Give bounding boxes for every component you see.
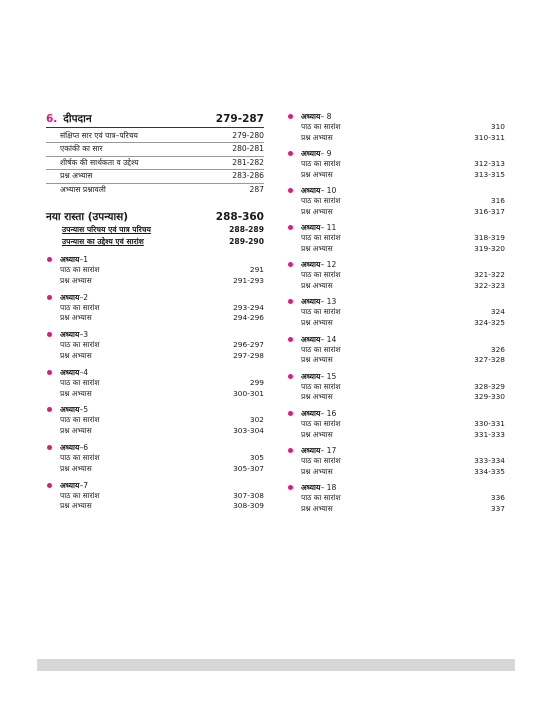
- bullet-icon: [288, 448, 293, 453]
- toc-entry[interactable]: एकांकी का सार 280-281: [46, 143, 264, 156]
- chapter-block: [287, 372, 505, 404]
- toc-entry[interactable]: प्रश्न अभ्यास 305-307: [60, 463, 264, 473]
- chapter-number: 6.: [46, 113, 58, 125]
- toc-entry[interactable]: पाठ का सारांश 305: [60, 452, 264, 462]
- chapter-block: [287, 112, 505, 144]
- chapter-block: [287, 483, 505, 515]
- toc-entry[interactable]: उपन्यास का उद्देश्य एवं सारांश 289-290: [62, 237, 264, 247]
- chapter-block: [46, 255, 264, 287]
- toc-entry[interactable]: प्रश्न अभ्यास 313-315: [301, 169, 505, 179]
- chapter-block: [46, 405, 264, 437]
- toc-entry[interactable]: पाठ का सारांश 296-297: [60, 340, 264, 350]
- chapter-block: [287, 223, 505, 255]
- chapter-block: [287, 297, 505, 329]
- toc-entry[interactable]: प्रश्न अभ्यास 300-301: [60, 388, 264, 398]
- bullet-icon: [288, 188, 293, 193]
- toc-entry[interactable]: पाठ का सारांश 330-331: [301, 418, 505, 428]
- toc-entry[interactable]: शीर्षक की सार्थकता व उद्देश्य 281-282: [46, 157, 264, 170]
- novel-pages: 288-360: [215, 210, 264, 223]
- bullet-icon: [47, 445, 52, 450]
- bullet-icon: [47, 407, 52, 412]
- chapter-block: [287, 335, 505, 367]
- chapter-title[interactable]: अध्याय–4: [46, 368, 264, 378]
- chapter-title[interactable]: अध्याय– 14: [287, 335, 505, 345]
- toc-entry[interactable]: संक्षिप्त सार एवं पात्र–परिचय 279-280: [46, 130, 264, 143]
- toc-entry[interactable]: प्रश्न अभ्यास 337: [301, 503, 505, 513]
- novel-title: नया रास्ता (उपन्यास): [46, 210, 129, 223]
- toc-left-column: [46, 112, 264, 512]
- toc-entry[interactable]: प्रश्न अभ्यास 308-309: [60, 501, 264, 511]
- toc-entry[interactable]: प्रश्न अभ्यास 297-298: [60, 350, 264, 360]
- toc-entry[interactable]: पाठ का सारांश 299: [60, 377, 264, 387]
- chapter-block: [46, 368, 264, 400]
- toc-entry[interactable]: पाठ का सारांश 318-319: [301, 233, 505, 243]
- chapter-title[interactable]: अध्याय– 16: [287, 409, 505, 419]
- toc-entry[interactable]: प्रश्न अभ्यास 324-325: [301, 318, 505, 328]
- toc-entry[interactable]: प्रश्न अभ्यास 329-330: [301, 392, 505, 402]
- toc-entry[interactable]: पाठ का सारांश 293-294: [60, 302, 264, 312]
- chapter-title[interactable]: अध्याय– 10: [287, 186, 505, 196]
- chapter-title[interactable]: अध्याय– 13: [287, 297, 505, 307]
- bullet-icon: [288, 151, 293, 156]
- toc-entry[interactable]: प्रश्न अभ्यास 316-317: [301, 206, 505, 216]
- chapter-title[interactable]: अध्याय– 17: [287, 446, 505, 456]
- toc-entry[interactable]: पाठ का सारांश 328-329: [301, 381, 505, 391]
- toc-entry[interactable]: प्रश्न अभ्यास 334-335: [301, 466, 505, 476]
- bullet-icon: [288, 114, 293, 119]
- toc-entry[interactable]: पाठ का सारांश 336: [301, 492, 505, 502]
- chapter-title[interactable]: अध्याय– 12: [287, 260, 505, 270]
- chapter-title[interactable]: अध्याय– 8: [287, 112, 505, 122]
- chapter-title[interactable]: अध्याय–2: [46, 293, 264, 303]
- chapter-title[interactable]: अध्याय–3: [46, 330, 264, 340]
- novel-heading: [46, 210, 264, 224]
- toc-entry[interactable]: पाठ का सारांश 333-334: [301, 455, 505, 465]
- chapter-title[interactable]: अध्याय–6: [46, 443, 264, 453]
- bullet-icon: [288, 374, 293, 379]
- chapter-title[interactable]: अध्याय–5: [46, 405, 264, 415]
- bullet-icon: [47, 257, 52, 262]
- chapter-title: दीपदान: [63, 113, 92, 125]
- bullet-icon: [47, 332, 52, 337]
- toc-entry[interactable]: पाठ का सारांश 321-322: [301, 270, 505, 280]
- toc-entry[interactable]: पाठ का सारांश 326: [301, 344, 505, 354]
- toc-entry[interactable]: पाठ का सारांश 291: [60, 264, 264, 274]
- toc-entry[interactable]: प्रश्न अभ्यास 291-293: [60, 275, 264, 285]
- chapter-title[interactable]: अध्याय–7: [46, 481, 264, 491]
- toc-entry[interactable]: पाठ का सारांश 307-308: [60, 490, 264, 500]
- right-chapter-list: [287, 112, 505, 515]
- chapter-block: [287, 409, 505, 441]
- toc-entry[interactable]: पाठ का सारांश 316: [301, 196, 505, 206]
- toc-entry[interactable]: पाठ का सारांश 324: [301, 307, 505, 317]
- chapter-block: [287, 149, 505, 181]
- toc-entry[interactable]: उपन्यास परिचय एवं पात्र परिचय 288-289: [62, 224, 264, 234]
- chapter-title[interactable]: अध्याय– 9: [287, 149, 505, 159]
- chapter-block: [287, 186, 505, 218]
- chapter-block: [46, 481, 264, 513]
- toc-right-column: [287, 112, 505, 515]
- toc-entry[interactable]: प्रश्न अभ्यास 294-296: [60, 313, 264, 323]
- chapter-items: [46, 130, 264, 196]
- chapter-title[interactable]: अध्याय– 11: [287, 223, 505, 233]
- footer-bar: [37, 659, 515, 671]
- bullet-icon: [47, 295, 52, 300]
- chapter-block: [46, 443, 264, 475]
- toc-entry[interactable]: प्रश्न अभ्यास 327-328: [301, 355, 505, 365]
- chapter-pages: 279-287: [215, 113, 264, 125]
- toc-entry[interactable]: पाठ का सारांश 312-313: [301, 159, 505, 169]
- chapter-block: [287, 260, 505, 292]
- chapter-title[interactable]: अध्याय–1: [46, 255, 264, 265]
- chapter-title[interactable]: अध्याय– 15: [287, 372, 505, 382]
- bullet-icon: [288, 411, 293, 416]
- bullet-icon: [288, 262, 293, 267]
- toc-entry[interactable]: पाठ का सारांश 310: [301, 122, 505, 131]
- toc-entry[interactable]: पाठ का सारांश 302: [60, 415, 264, 425]
- bullet-icon: [288, 485, 293, 490]
- toc-entry[interactable]: प्रश्न अभ्यास 319-320: [301, 244, 505, 254]
- toc-entry[interactable]: प्रश्न अभ्यास 310-311: [301, 132, 505, 142]
- chapter-title[interactable]: अध्याय– 18: [287, 483, 505, 493]
- left-chapter-list: [46, 255, 264, 512]
- toc-entry[interactable]: प्रश्न अभ्यास 283-286: [46, 170, 264, 183]
- bullet-icon: [47, 370, 52, 375]
- toc-entry[interactable]: प्रश्न अभ्यास 331-333: [301, 429, 505, 439]
- chapter-heading: [46, 112, 264, 128]
- toc-entry[interactable]: प्रश्न अभ्यास 303-304: [60, 426, 264, 436]
- bullet-icon: [47, 483, 52, 488]
- bullet-icon: [288, 337, 293, 342]
- toc-entry[interactable]: अभ्यास प्रश्नावली 287: [60, 184, 264, 194]
- bullet-icon: [288, 225, 293, 230]
- bullet-icon: [288, 299, 293, 304]
- toc-entry[interactable]: प्रश्न अभ्यास 322-323: [301, 281, 505, 291]
- chapter-block: [287, 446, 505, 478]
- chapter-block: [46, 330, 264, 362]
- chapter-block: [46, 293, 264, 325]
